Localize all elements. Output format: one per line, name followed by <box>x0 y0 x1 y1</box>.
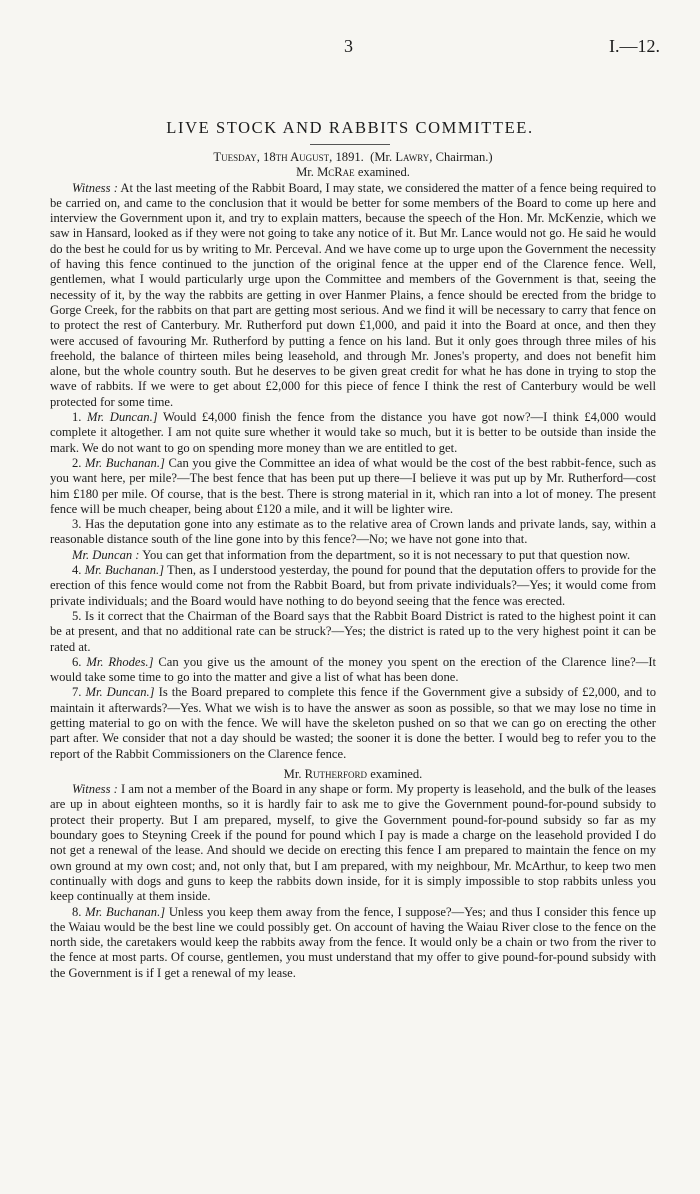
speaker-label: Mr. Rhodes.] <box>86 654 154 669</box>
speaker-label: Mr. Buchanan.] <box>85 455 165 470</box>
question-paragraph <box>50 563 656 609</box>
paragraph-text: Unless you keep them away from the fence, I suppose?—Yes; and thus I consider this fence up the Waiau would be the best line we could possibly get. On account of having the Waiau River close to the fence on the north side, the caretakers would keep the rabbits away from the fence. It would only be a chain or two from the river to the fence at most parts. Of course, gentlemen, you must understand that my offer to give pound-for-pound subsidy with the Government is if I get a renewal of my lease. <box>50 904 656 980</box>
paragraph-text: Can you give us the amount of the money you spent on the erection of the Clarence line?—It would take some time to go into the matter and give a list of what has been done. <box>50 654 657 685</box>
speaker-label: Mr. Buchanan.] <box>85 904 166 919</box>
document-title: LIVE STOCK AND RABBITS COMMITTEE. <box>166 118 534 137</box>
question-number: 5. <box>72 608 85 623</box>
witness-heading-rutherford: Mr. Rutherford examined. <box>283 766 423 781</box>
question-paragraph <box>50 456 656 517</box>
question-paragraph <box>50 517 656 548</box>
title-divider <box>310 144 390 145</box>
paragraph-text: Would £4,000 finish the fence from the distance you have got now?—I think £4,000 would complete it altogether. I am not quite sure whether it would take so much, but it is better to be outside than inside the mark. We do not want to go on spending more money than we are entitled to get. <box>50 410 657 455</box>
question-number: 8. <box>72 904 86 919</box>
question-number: 1. <box>72 410 88 425</box>
paragraph-text: Has the deputation gone into any estimate as to the relative area of Crown lands and private lands, say, within a reasonable distance south of the line gone into by this fence?—No; we have not gone into that. <box>50 517 657 547</box>
speaker-label: Witness : <box>72 180 118 195</box>
speaker-label: Mr. Buchanan.] <box>84 563 165 578</box>
sitting-line <box>50 150 656 165</box>
question-number: 3. <box>72 517 86 532</box>
chairman-suffix: , Chairman.) <box>429 150 493 164</box>
paragraph-text: Can you give the Committee an idea of what would be the cost of the best rabbit-fence, such as you want here, per mile?—The best fence that has been put up there—I believe it was put up by Mr. Rutherford—cost him £180 per mile. Of course, that is the best. There is strong material in it, which ran into a lot of money. The present fence will be much cheaper, being about £120 a mile, and it will be lighter wire. <box>50 455 657 516</box>
chairman-prefix: (Mr. <box>370 150 396 164</box>
speaker-label: Witness : <box>72 782 118 797</box>
question-paragraph <box>50 410 656 456</box>
page-number: 3 <box>344 36 353 56</box>
witness-heading-mcrae: Mr. McRae examined. <box>296 165 410 180</box>
sitting-date: Tuesday, 18th August, 1891. <box>213 150 364 164</box>
question-paragraph <box>50 655 656 686</box>
question-number: 4. <box>72 563 85 578</box>
speaker-label: Mr. Duncan.] <box>87 410 158 425</box>
question-number: 2. <box>72 455 86 470</box>
question-number: 7. <box>72 685 86 700</box>
question-number: 6. <box>72 654 87 669</box>
question-paragraph <box>50 685 656 761</box>
testimony-paragraph <box>50 181 656 410</box>
paragraph-text: I am not a member of the Board in any shape or form. My property is leasehold, and the bulk of the leases are up in about eighteen months, so it is hardly fair to ask me to give the Government pound-for-pound subsidy to protect their property. But I am prepared, myself, to give the Government pound-for-pound subsidy so far as my boundary goes to Steyning Creek if the pound for pound which I pay is made a charge on the leasehold provided I do not get a renewal of the lease. And should we decide on erecting this fence I am prepared to maintain the fence on my own ground at my own cost; and, not only that, but I am prepared, with my neighbour, Mr. McArthur, to keep two men continually with dogs and guns to keep the rabbits down inside, for it is simply impossible to stop rabbits unless you keep continually at them inside. <box>50 782 656 904</box>
page-header <box>0 36 700 60</box>
testimony-paragraph <box>50 782 656 904</box>
speaker-label: Mr. Duncan.] <box>85 685 155 700</box>
question-paragraph <box>50 905 656 981</box>
speaker-label: Mr. Duncan : <box>72 547 140 562</box>
minutes-body <box>50 150 656 981</box>
question-paragraph <box>50 609 656 655</box>
paragraph-text: Then, as I understood yesterday, the pound for pound that the deputation offers to provide for the erection of this fence would come not from the Rabbit Board, but from private individuals?—Yes; it would come from private individuals; and the Board would have nothing to do beyond seeing that the fence was erected. <box>50 563 657 608</box>
chairman-name: Lawry <box>395 150 430 164</box>
paragraph-text: Is it correct that the Chairman of the Board says that the Rabbit Board District is rated to the highest point it can be at present, and that no additional rate can be struck?—Yes; the district is rated up to the very highest point it can be rated at. <box>50 608 657 654</box>
paragraph-text: At the last meeting of the Rabbit Board, I may state, we considered the matter of a fence being required to be carried on, and came to the conclusion that it would be better for some members of the Board to come up here and interview the Government upon it, and try to explain matters, because the speech of the Hon. Mr. McKenzie, which we saw in Hansard, looked as if they were not going to take any notice of it. But Mr. Lance would not go. He said he would do the best he could for us by writing to Mr. Perceval. And we have come up to urge upon the Government the necessity of having this fence continued to the junction of the original fence at the upper end of the Clarence fence. Well, gentlemen, what I would particularly urge upon the Committee and members of the Government is that, seeing the necessity of it, by the way the rabbits are getting in over Hanmer Plains, a fence should be erected from the bridge to Gorge Creek, for the rabbits on that part are getting most serious. And we find it will be necessary to carry that fence on to protect the rest of Canterbury. Mr. Rutherford put down £1,000, and paid it into the Board at once, and then they were accused of favouring Mr. Rutherford by putting a fence on his land. But it only goes through three miles of his freehold, the balance of thirteen miles being leasehold, and through Mr. Jones's property, and does not benefit him alone, but the whole country south. But he deserves to be given great credit for what he has done in trying to stop the wave of rabbits. If we were to get about £2,000 for this piece of fence I think the rest of Canterbury would be well protected for some time. <box>50 180 656 409</box>
remark-paragraph <box>50 548 656 563</box>
paragraph-text: You can get that information from the department, so it is not necessary to put that question now. <box>139 547 631 562</box>
paragraph-text: Is the Board prepared to complete this fence if the Government give a subsidy of £2,000, and to maintain it afterwards?—Yes. What we wish is to have the answer as soon as possible, so that we may lose no time in getting material to go on with the fence. We will have the skeleton pushed on so that we can go on erecting the other part after. We consider that not a day should be wasted; the sooner it is done the better. I would beg to refer you to the report of the Rabbit Commissioners on the Clarence fence. <box>50 685 656 761</box>
document-reference: I.—12. <box>609 36 660 56</box>
